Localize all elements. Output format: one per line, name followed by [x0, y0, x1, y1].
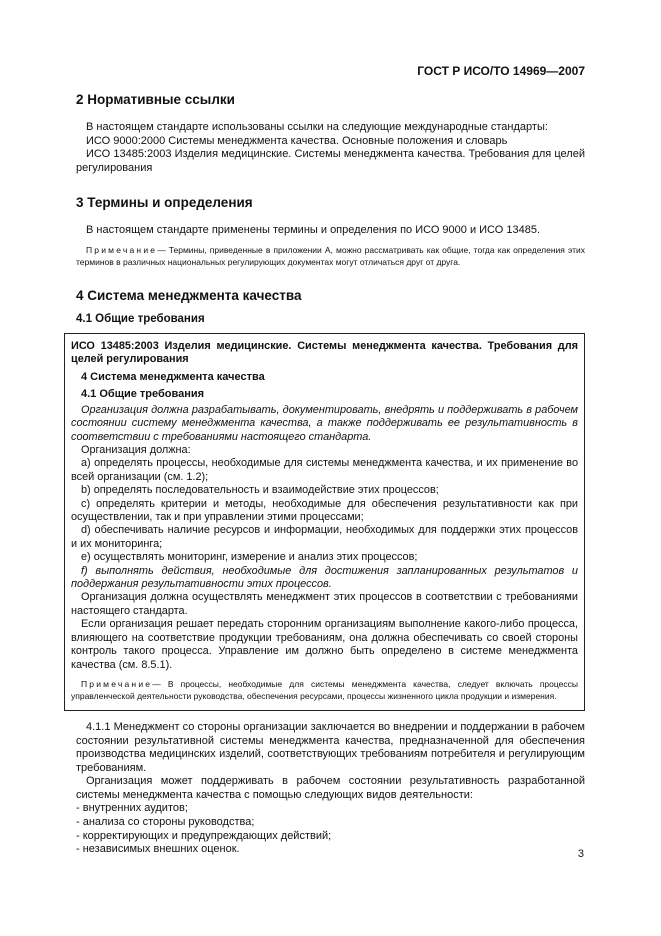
- list-item: - корректирующих и предупреждающих действий;: [76, 829, 332, 842]
- box-para-4: Если организация решает передать сторонним организациям выполнение какого-либо процесса, влияющего на соответствие продукции требованиям, она должна обеспечивать со своей стороны контроль такого процесса. Управление им должно быть определено в системе менеджмента качества (см. 8.5.1).: [71, 618, 578, 671]
- quoted-standard-box: [64, 333, 585, 711]
- subsection-4-1-title: 4.1 Общие требования: [76, 312, 205, 325]
- s3-note: [76, 244, 585, 268]
- s411-para-1: 4.1.1 Менеджмент со стороны организации заключается во внедрении и поддержании в рабочем состоянии результативной системы менеджмента качества, предназначенной для обеспечения производства медицинских изделий, соответствующих требованиям потребителя и регулирующим требованиям.: [76, 720, 585, 774]
- page-content: [71, 92, 585, 857]
- box-item-b: b) определять последовательность и взаимодействие этих процессов;: [81, 484, 439, 497]
- box-para-2: Организация должна:: [81, 444, 191, 456]
- box-item-e: e) осуществлять мониторинг, измерение и анализ этих процессов;: [81, 551, 418, 564]
- box-item-a: a) определять процессы, необходимые для системы менеджмента качества, и их применение во всей организации (см. 1.2);: [71, 457, 578, 483]
- box-subsection-4-1-title: 4.1 Общие требования: [81, 387, 205, 400]
- section-4-title: 4 Система менеджмента качества: [76, 287, 302, 303]
- list-item: - независимых внешних оценок.: [76, 843, 240, 856]
- page-number: 3: [577, 848, 584, 860]
- box-item-d: d) обеспечивать наличие ресурсов и информации, необходимых для поддержки этих процессов и их мониторинга;: [71, 524, 578, 550]
- note-label: Примечание: [86, 244, 158, 255]
- section-2-title: 2 Нормативные ссылки: [76, 92, 235, 107]
- s3-text: В настоящем стандарте применены термины и определения по ИСО 9000 и ИСО 13485.: [86, 224, 541, 237]
- box-note-text: — В процессы, необходимые для системы менеджмента качества, следует включать процессы управленческой деятельности руководства, обеспечения ресурсами, процессы жизненного цикла продукции и измерения.: [71, 678, 578, 701]
- section-3-title: 3 Термины и определения: [76, 195, 253, 211]
- box-section-4-title: 4 Система менеджмента качества: [81, 370, 265, 383]
- activities-list: [76, 802, 585, 856]
- box-item-f: f) выполнять действия, необходимые для достижения запланированных результатов и поддержания результативности этих процессов.: [71, 564, 578, 591]
- s2-intro: В настоящем стандарте использованы ссылки на следующие международные стандарты:: [86, 121, 548, 133]
- box-item-c: c) определять критерии и методы, необходимые для обеспечения результативности как при осуществлении, так и при управлении этими процессами;: [71, 497, 578, 524]
- list-item: - внутренних аудитов;: [76, 802, 188, 815]
- box-para-3: Организация должна осуществлять менеджмент этих процессов в соответствии с требованиями настоящего стандарта.: [71, 591, 578, 617]
- s2-ref-iso13485: ИСО 13485:2003 Изделия медицинские. Системы менеджмента качества. Требования для целей регулирования: [76, 148, 585, 174]
- document-id: ГОСТ Р ИСО/ТО 14969—2007: [417, 64, 585, 78]
- s2-ref-iso9000: ИСО 9000:2000 Системы менеджмента качества. Основные положения и словарь: [86, 134, 508, 147]
- box-note: [71, 678, 578, 702]
- note-text: — Термины, приведенные в приложении А, можно рассматривать как общие, тогда как определения этих терминов в различных национальных регулирующих документах могут отличаться друг от друга.: [76, 244, 585, 267]
- list-item: - анализа со стороны руководства;: [76, 816, 255, 829]
- box-title: ИСО 13485:2003 Изделия медицинские. Системы менеджмента качества. Требования для целей регулирования: [71, 339, 578, 366]
- box-para-1: Организация должна разрабатывать, документировать, внедрять и поддерживать в рабочем состоянии систему менеджмента качества, а также поддерживать ее результативность в соответствии с требованиями настоящего стандарта.: [71, 403, 578, 443]
- s411-para-2: Организация может поддерживать в рабочем состоянии результативность разработанной системы менеджмента качества с помощью следующих видов деятельности:: [76, 775, 585, 801]
- box-note-label: Примечание: [81, 678, 153, 689]
